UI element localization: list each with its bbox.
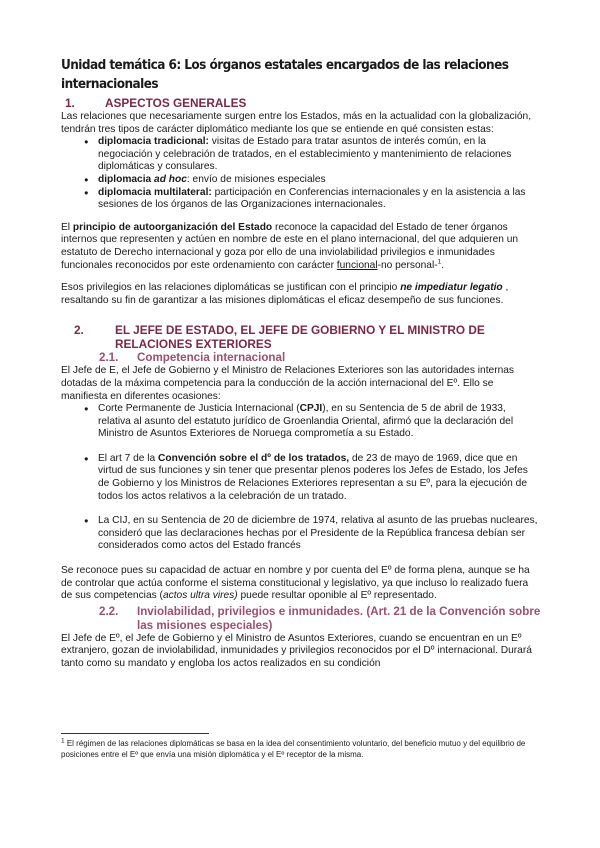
item-term-italic: ad hoc	[154, 173, 187, 185]
subsection-2-2-number: 2.2.	[99, 604, 119, 618]
list-item	[61, 187, 541, 212]
section-2-number: 2.	[74, 323, 84, 338]
section-1-heading	[65, 96, 541, 110]
latin-term: ne impediatur legatio	[400, 282, 503, 294]
text-run: .	[441, 259, 445, 271]
item-term: diplomacia	[98, 173, 155, 185]
list-item	[61, 136, 541, 174]
subsection-2-2-heading	[99, 605, 541, 633]
text-run: de 23 de mayo de 1969, dice que en virtud de sus funciones y sin tener que presentar plenos poderes los Jefes de Estado, los Jefes de Gobierno y los Ministros de Relaciones Exteriores representan a su Eº, para la ejecución de todos los actos relativos a la celebración de un tratado.	[98, 452, 528, 502]
diplomacy-types-list	[61, 136, 541, 212]
footnote-divider	[61, 733, 209, 734]
footnote-ref[interactable]: 1	[437, 258, 442, 266]
text-run: Corte Permanente de Justicia Internacional (	[98, 403, 300, 415]
section-1-number: 1.	[65, 96, 75, 110]
capacity-paragraph	[61, 565, 541, 603]
acronym: CPJI	[299, 403, 323, 415]
subsection-2-1-heading	[99, 351, 541, 365]
list-item: ● La CIJ, en su Sentencia de 20 de diciembre de 1974, relativa al asunto de las pruebas nucleares, consideró que las declaraciones hechas por el Presidente de la República francesa debían ser considerados como actos del Estado francés	[61, 515, 541, 553]
document-page	[61, 56, 541, 671]
competence-examples-list	[61, 403, 541, 553]
item-text: visitas de Estado para tratar asuntos de interés común, en la negociación y celebración de tratados, en el establecimiento y mantenimiento de relaciones diplomáticas y consulares.	[98, 136, 512, 173]
text-run: Esos privilegios en las relaciones diplomáticas se justifican con el principio	[61, 282, 401, 294]
footnote-text: El régimen de las relaciones diplomáticas se basa en la idea del consentimiento voluntario, del beneficio mutuo y del equilibrio de posiciones entre el Eº que envía una misión diplomática y el Eº receptor de la misma.	[61, 739, 526, 759]
list-item	[61, 174, 541, 187]
item-text: participación en Conferencias internacionales y en la asistencia a las sesiones de los órganos de las Organizaciones internacionales.	[98, 186, 526, 211]
text-run: El	[61, 221, 73, 233]
text-run: , resaltando su fin de garantizar a las misiones diplomáticas el eficaz desempeño de sus funciones.	[61, 282, 509, 306]
principle-term: principio de autoorganización del Estado	[72, 221, 273, 233]
text-run: Se reconoce pues su capacidad de actuar en nombre y por cuenta del Eº de forma plena, aunque se ha de controlar que actúa conforme el sistema constitucional y legislativo, ya que incluso lo realizado fuera de sus competencias (	[61, 565, 530, 602]
latin-term: actos ultra vires)	[162, 590, 238, 602]
underlined-word: funcional	[336, 259, 378, 271]
self-organization-paragraph	[61, 222, 541, 272]
inviolability-paragraph: El Jefe de Eº, el Jefe de Gobierno y el Ministro de Asuntos Exteriores, cuando se encuentran en un Eº extranjero, gozan de inviolabilidad, inmunidades y privilegios reconocidos por el Dº internacional. Durará tanto como su mandato y engloba los actos realizados en su condición	[61, 632, 532, 669]
competence-paragraph: El Jefe de E, el Jefe de Gobierno y el Ministro de Relaciones Exteriores son las autoridades internas dotadas de la máxima competencia para la conducción de la acción internacional del Eº. Ello se manifiesta en diferentes ocasiones:	[61, 365, 515, 402]
footnote	[61, 738, 541, 760]
item-term: diplomacia multilateral:	[98, 186, 212, 198]
list-item	[61, 403, 541, 441]
footnote-number: 1	[61, 737, 65, 745]
text-run: reconoce la capacidad del Estado de tener órganos internos que representen y actúen en nombre de este en el plano internacional, del que adquieren un estatuto de Derecho internacional y goza por ello de una inviolabilidad privilegios e inmunidades funcionales reconocidos por este ordenamiento con carácter	[61, 221, 519, 271]
subsection-2-1-number: 2.1.	[99, 351, 119, 365]
text-run: ), en su Sentencia de 5 de abril de 1933, relativa al asunto del estatuto jurídico de Groenlandia Oriental, afirmó que la declaración del Ministro de Asuntos Exteriores de Noruega comprometía a su Estado.	[98, 403, 514, 440]
text-run: -no personal-	[377, 259, 438, 271]
list-item	[61, 453, 541, 503]
convention-name: Convención sobre el dº de los tratados,	[158, 452, 350, 464]
section-2-title: EL JEFE DE ESTADO, EL JEFE DE GOBIERNO Y EL MINISTRO DE RELACIONES EXTERIORES	[115, 323, 485, 352]
page-title: Unidad temática 6: Los órganos estatales encargados de las relaciones internacionales	[61, 58, 509, 92]
section-2-heading	[74, 323, 541, 351]
text-run: El art 7 de la	[98, 452, 159, 464]
section-1-title: ASPECTOS GENERALES	[105, 96, 247, 110]
text-run: puede resultar oponible al Eº representado.	[237, 590, 437, 602]
subsection-2-1-title: Competencia internacional	[137, 351, 286, 365]
item-term: diplomacia tradicional:	[98, 136, 209, 148]
subsection-2-2-title: Inviolabilidad, privilegios e inmunidades. (Art. 21 de la Convención sobre las misiones especiales)	[137, 604, 541, 632]
privileges-paragraph	[61, 282, 541, 307]
item-text: : envío de misiones especiales	[186, 173, 326, 185]
section-1-intro: Las relaciones que necesariamente surgen entre los Estados, más en la actualidad con la globalización, tendrán tres tipos de carácter diplomático mediante los que se entiende en qué consisten estas:	[61, 111, 532, 135]
